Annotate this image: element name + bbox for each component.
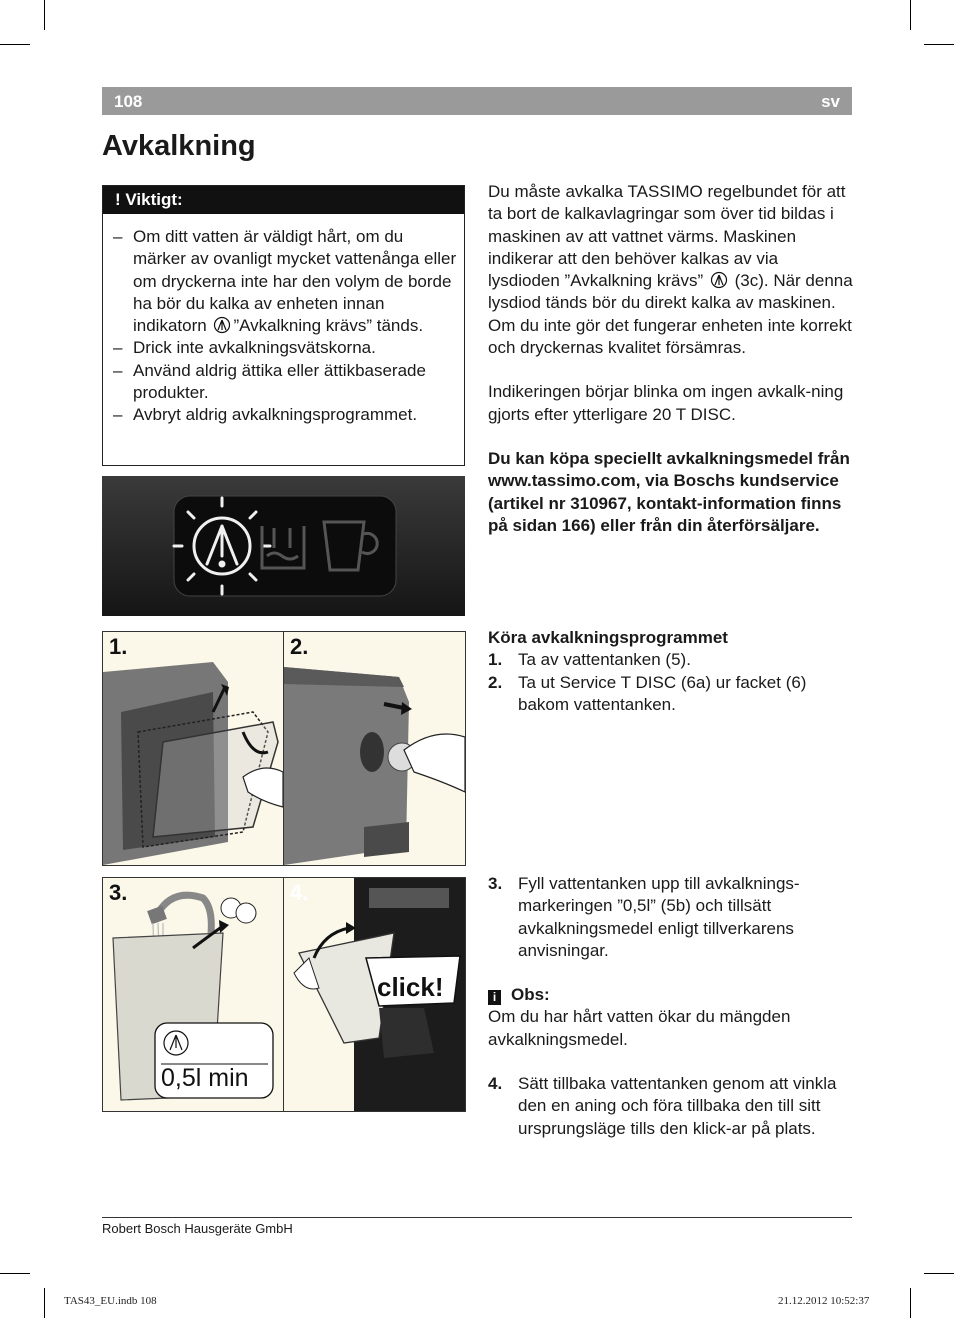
control-panel-illustration <box>102 476 465 616</box>
figure-step-3 <box>103 878 283 1111</box>
figure-label: 2. <box>290 634 309 659</box>
descale-indicator-icon <box>213 316 231 334</box>
crop-mark <box>910 0 911 30</box>
warning-heading: ! Viktigt: <box>103 186 464 214</box>
step-item: 1. Ta av vattentanken (5). <box>488 650 691 670</box>
crop-mark <box>910 1288 911 1318</box>
figure-steps-1-2 <box>102 631 466 866</box>
crop-mark <box>44 1288 45 1318</box>
warning-list <box>103 226 464 427</box>
intro-text <box>488 181 854 537</box>
program-heading: Köra avkalkningsprogrammet <box>488 628 728 647</box>
descale-indicator-icon <box>710 271 728 289</box>
step-item: 4. Sätt tillbaka vattentanken genom att vinkla den en aning och föra tillbaka den till sitt ursprungsläge tills den klick-ar på plats. <box>488 1074 837 1138</box>
note-text: Om du har hårt vatten ökar du mängden avkalkningsmedel. <box>488 1007 791 1049</box>
warning-box <box>102 185 465 466</box>
note-heading: i Obs: <box>488 984 854 1006</box>
footer-company: Robert Bosch Hausgeräte GmbH <box>102 1221 293 1236</box>
warning-item: – Om ditt vatten är väldigt hårt, om du märker av ovanligt mycket vattenånga eller om dryckerna inte har den volym de borde ha bör du kalka av enheten innan indikatorn ”Avkalkning krävs” tänds. <box>103 226 464 337</box>
tank-mark-label: 0,5l min <box>161 1064 249 1092</box>
steps-list <box>488 649 854 716</box>
program-section-continued <box>488 873 854 1140</box>
purchase-paragraph: Du kan köpa speciellt avkalkningsmedel från www.tassimo.com, via Boschs kundservice (artikel nr 310967, kontakt-information finns på sidan 166) eller från din återförsäljare. <box>488 448 850 535</box>
crop-mark <box>924 1273 954 1274</box>
steps-list <box>488 1073 854 1140</box>
page-number: 108 <box>114 92 143 111</box>
figure-step-2 <box>284 632 465 865</box>
steps-list <box>488 873 854 962</box>
blink-paragraph: Indikeringen börjar blinka om ingen avkalk-ning gjorts efter ytterligare 20 T DISC. <box>488 382 844 424</box>
slug-datetime: 21.12.2012 10:52:37 <box>778 1295 870 1307</box>
figure-label: 4. <box>290 880 309 905</box>
click-label: click! <box>377 972 444 1002</box>
figure-label: 3. <box>109 880 128 905</box>
language-code: sv <box>821 92 840 111</box>
page-header-bar <box>102 87 852 115</box>
figure-steps-3-4 <box>102 877 466 1112</box>
info-icon: i <box>488 990 501 1005</box>
warning-item: – Drick inte avkalkningsvätskorna. <box>103 337 464 359</box>
intro-paragraph: Du måste avkalka TASSIMO regelbundet för att ta bort de kalkavlagringar som över tid bildas i maskinen av att vattnet värms. Maskinen indikerar att den behöver kalkas av via lysdioden ”Avkalkning krävs” (3c). När denna lysdiod tänds bör du direkt kalka av maskinen. Om du inte gör det fungerar enheten inte korrekt och dryckernas kvalitet försämras. <box>488 182 853 358</box>
footer-rule <box>102 1217 852 1218</box>
program-section <box>488 627 854 716</box>
step-item: 2. Ta ut Service T DISC (6a) ur facket (6) bakom vattentanken. <box>488 672 807 714</box>
page-title: Avkalkning <box>102 130 256 162</box>
crop-mark <box>0 44 30 45</box>
crop-mark <box>0 1273 30 1274</box>
crop-mark <box>924 44 954 45</box>
slug-file: TAS43_EU.indb 108 <box>64 1295 157 1307</box>
crop-mark <box>44 0 45 30</box>
figure-step-4 <box>284 878 465 1111</box>
figure-step-1 <box>103 632 283 865</box>
step-item: 3. Fyll vattentanken upp till avkalknings-markeringen ”0,5l” (5b) och tillsätt avkalkningsmedel enligt tillverkarens anvisningar. <box>488 874 800 960</box>
warning-item: – Avbryt aldrig avkalkningsprogrammet. <box>103 404 464 426</box>
figure-label: 1. <box>109 634 128 659</box>
warning-item: – Använd aldrig ättika eller ättikbaserade produkter. <box>103 360 464 405</box>
